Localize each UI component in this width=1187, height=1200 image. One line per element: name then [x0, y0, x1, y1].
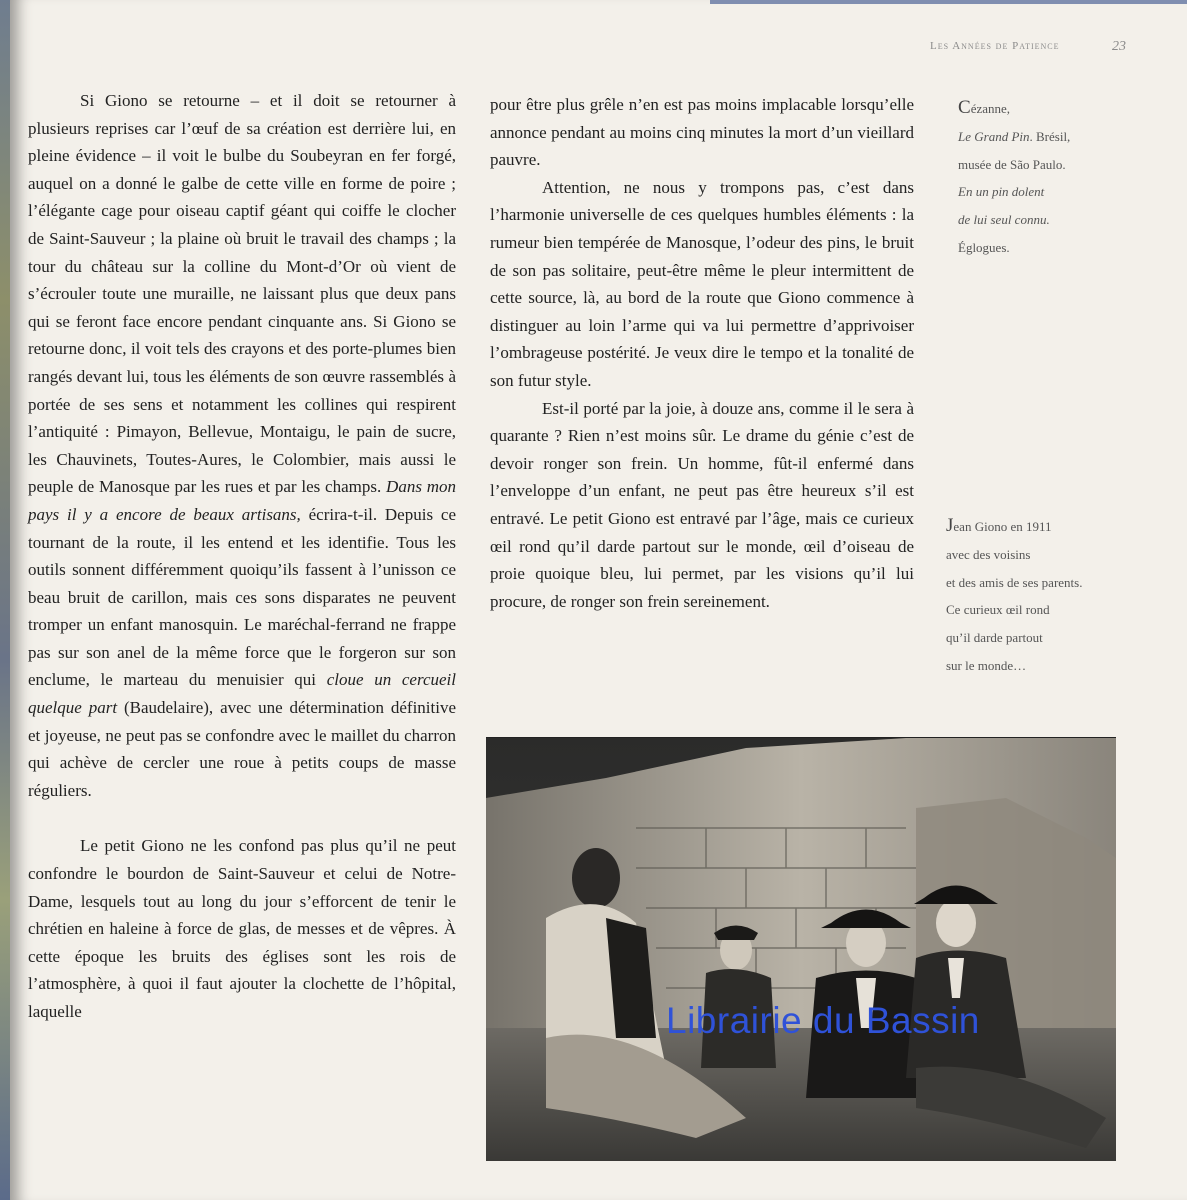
caption-cezanne-line-4: Églogues. — [958, 239, 1010, 255]
caption-giono-line-2: avec des voisins — [946, 546, 1031, 562]
caption-cezanne-quote-1: En un pin dolent — [958, 184, 1045, 200]
caption-cezanne-line-3: musée de São Paulo. — [958, 156, 1066, 172]
photo-drawing — [486, 738, 1116, 1161]
page-number: 23 — [1112, 39, 1126, 54]
left-paragraph-1-continued: écrira-t-il. Depuis ce tournant de la route, il les entend et les identifie. Tous les outils sonnent différemment quoiqu’ils fassent à l’unisson ce beau bruit de carillon, mais ces sons disparates ne peuvent tromper un enfant manosquin. Le maréchal-ferrand ne frappe pas sur son anel de la même force que le forgeron sur son enclume, le marteau du menuisier qui — [28, 504, 456, 690]
caption-giono-line-3: et des amis de ses parents. — [946, 574, 1083, 590]
left-paragraph-1 — [28, 87, 456, 804]
caption-cezanne — [958, 94, 1158, 262]
watermark: Librairie du Bassin — [666, 1000, 980, 1041]
middle-paragraph-2: Attention, ne nous y trompons pas, c’est dans l’harmonie universelle de ces quelques humbles éléments : la rumeur bien tempérée de Manosque, l’odeur des pins, le bruit de son pas solitaire, peut-être même le pleur intermittent de cette source, là, au bord de la route que Giono commence à distinguer au loin l’arme qui va lui permettre d’apprivoiser l’ombrageuse postérité. Je veux dire le tempo et la tonalité de son futur style. — [490, 177, 914, 390]
caption-giono-line-5: qu’il darde partout — [946, 630, 1043, 646]
quote-beaux-artisans: Dans mon pays il y a encore de beaux artisans, — [28, 477, 457, 524]
running-head: Les Années de Patience — [930, 40, 1060, 52]
caption-giono-line-4: Ce curieux œil rond — [946, 602, 1050, 618]
left-paragraph-1-text: Si Giono se retourne – et il doit se retourner à plusieurs reprises car l’œuf de sa création est derrière lui, en pleine évidence – il voit le bulbe du Soubeyran en fer forgé, auquel on a donné le galbe de cette ville en forme de poire ; l’élégante cage pour oiseau captif géant qui coiffe le clocher de Saint-Sauveur ; la plaine où bruit le travail des champs ; la tour du château sur la colline du Mont-d’Or où vient de s’écrouler toute une muraille, ne laissant plus que deux pans qui se feront face encore pendant cinquante ans. Si Giono se retourne donc, il voit tels des crayons et des porte-plumes bien rangés devant lui, tous les éléments de son œuvre rassemblés à portée de ses sens et notamment les collines qui respirent l’antiquité : Pimayon, Bellevue, Montaigu, le pain de sucre, les Chauvinets, Toutes-Aures, le Colombier, mais aussi le peuple de Manosque par les rues et par les champs. — [28, 91, 456, 497]
caption-initial: J — [946, 515, 954, 536]
caption-cezanne-quote-2: de lui seul connu. — [958, 212, 1050, 228]
facing-page-edge — [710, 0, 1187, 4]
left-paragraph-2: Le petit Giono ne les confond pas plus qu’il ne peut confondre le bourdon de Saint-Sauveur et celui de Notre-Dame, lesquels tout au long du jour s’efforcent de tenir le chrétien en haleine à force de glas, de messes et de vêpres. À cette époque les bruits des églises sont les rois de l’atmosphère, à quoi il faut ajouter la clochette de l’hôpital, laquelle — [28, 836, 456, 1021]
caption-giono-line-1: Jean Giono en 1911 — [946, 515, 1052, 536]
left-paragraph-1-end: (Baudelaire), avec une détermination définitive et joyeuse, ne peut pas se confondre avec le maillet du charron qui achève de cercler une roue à petits coups de masse réguliers. — [28, 698, 457, 800]
middle-paragraph-1: pour être plus grêle n’en est pas moins implacable lorsqu’elle annonce pendant au moins cinq minutes la mort d’un vieillard pauvre. — [490, 95, 914, 170]
left-text-column — [28, 87, 456, 1026]
middle-paragraph-3: Est-il porté par la joie, à douze ans, comme il le sera à quarante ? Rien n’est moins sûr. Le drame du génie c’est de devoir ronger son frein. Un homme, fût-il enfermé dans l’enveloppe d’un enfant, ne peut pas être heureux s’il est entravé. Le petit Giono est entravé par l’âge, mais ce curieux œil rond qu’il darde partout sur le monde, œil d’oiseau de proie quoique bleu, lui permet, par les visions qu’il lui procure, de ronger son frein sereinement. — [490, 398, 914, 611]
caption-cezanne-line-1: Cézanne, — [958, 97, 1011, 118]
middle-text-column — [490, 91, 914, 615]
caption-initial: C — [958, 97, 971, 118]
caption-giono-line-6: sur le monde… — [946, 657, 1027, 673]
group-photograph — [486, 737, 1116, 1161]
caption-giono — [946, 512, 1146, 680]
quote-cercueil: cloue un cercueil quelque part — [28, 670, 456, 718]
caption-cezanne-line-2: Le Grand Pin. Brésil, — [958, 128, 1071, 144]
